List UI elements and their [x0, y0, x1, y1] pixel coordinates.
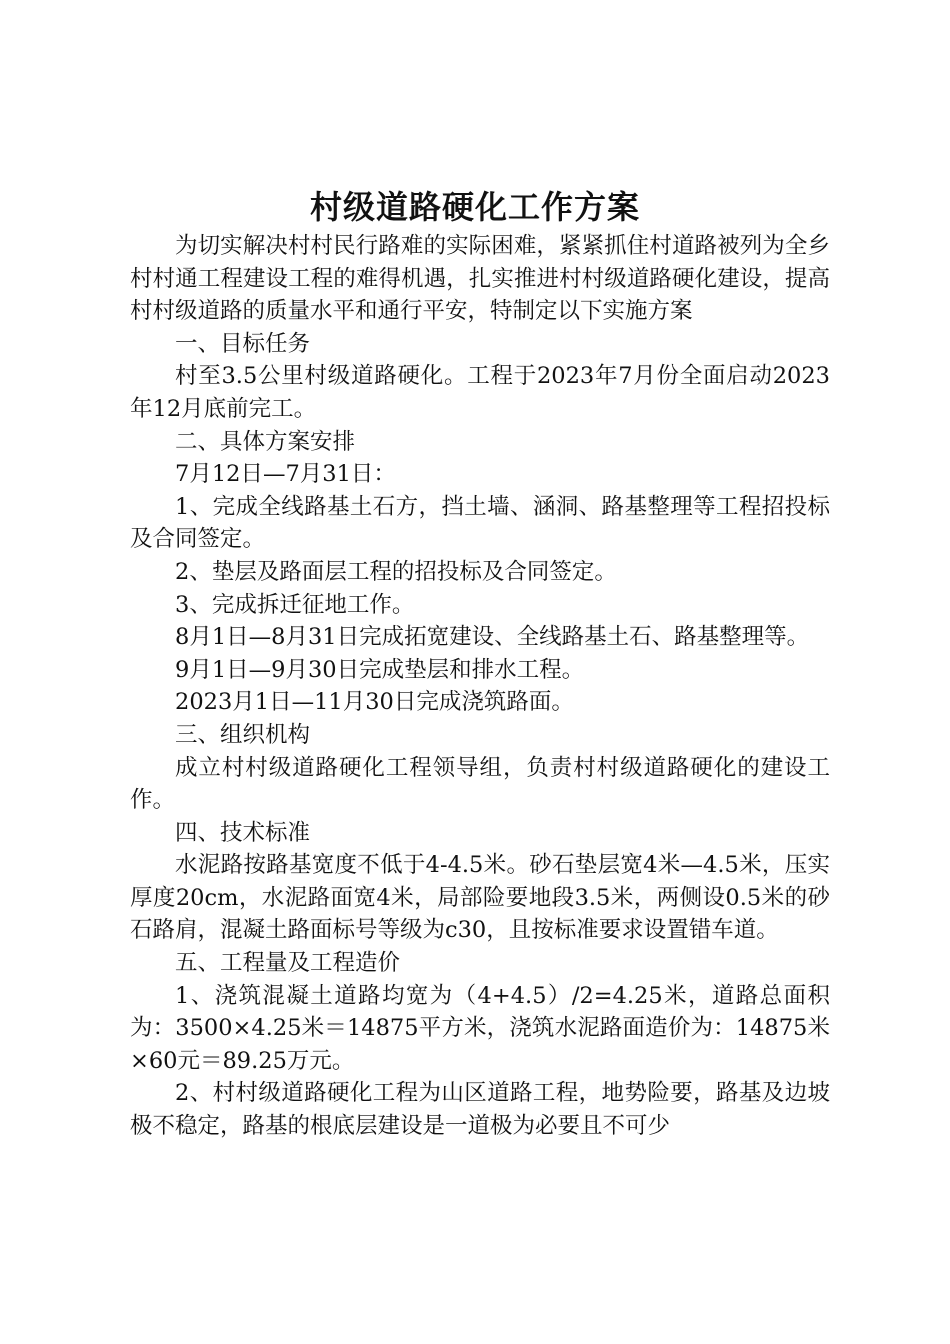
section-heading-goals: 一、目标任务 — [175, 330, 311, 357]
paragraph: 水泥路按路基宽度不低于4-4.5米。砂石垫层宽4米—4.5米，压实厚度20cm，水泥路面宽4米，局部险要地段3.5米，两侧设0.5米的砂石路肩，混凝土路面标号等级为c30，且按标准要求设置错车道。 — [130, 852, 830, 944]
paragraph: 2、村村级道路硬化工程为山区道路工程，地势险要，路基及边坡极不稳定，路基的根底层建设是一道极为必要且不可少 — [130, 1080, 830, 1140]
paragraph: 3、完成拆迁征地工作。 — [175, 591, 415, 618]
paragraph: 8月1日—8月31日完成拓宽建设、全线路基土石、路基整理等。 — [175, 624, 810, 651]
paragraph-intro: 为切实解决村村民行路难的实际困难，紧紧抓住村道路被列为全乡村村通工程建设工程的难得机遇，扎实推进村村级道路硬化建设，提高村村级道路的质量水平和通行平安，特制定以下实施方案 — [130, 233, 830, 325]
section-heading-schedule: 二、具体方案安排 — [175, 428, 356, 455]
paragraph: 1、完成全线路基土石方，挡土墙、涵洞、路基整理等工程招投标及合同签定。 — [130, 493, 830, 553]
section-heading-standards: 四、技术标准 — [175, 819, 311, 846]
document-title: 村级道路硬化工作方案 — [309, 188, 640, 226]
paragraph: 成立村村级道路硬化工程领导组，负责村村级道路硬化的建设工作。 — [130, 754, 830, 814]
section-heading-cost: 五、工程量及工程造价 — [175, 950, 401, 977]
paragraph: 7月12日—7月31日： — [175, 461, 396, 488]
paragraph: 2023月1日—11月30日完成浇筑路面。 — [175, 689, 574, 716]
document-body — [130, 230, 830, 1143]
paragraph: 9月1日—9月30日完成垫层和排水工程。 — [175, 656, 585, 683]
paragraph: 1、浇筑混凝土道路均宽为（4+4.5）/2=4.25米，道路总面积为：3500×4.25米＝14875平方米，浇筑水泥路面造价为：14875米×60元＝89.25万元。 — [130, 982, 830, 1074]
paragraph: 村至3.5公里村级道路硬化。工程于2023年7月份全面启动2023年12月底前完工。 — [130, 363, 830, 422]
section-heading-organization: 三、组织机构 — [175, 721, 311, 748]
paragraph: 2、垫层及路面层工程的招投标及合同签定。 — [175, 558, 617, 585]
